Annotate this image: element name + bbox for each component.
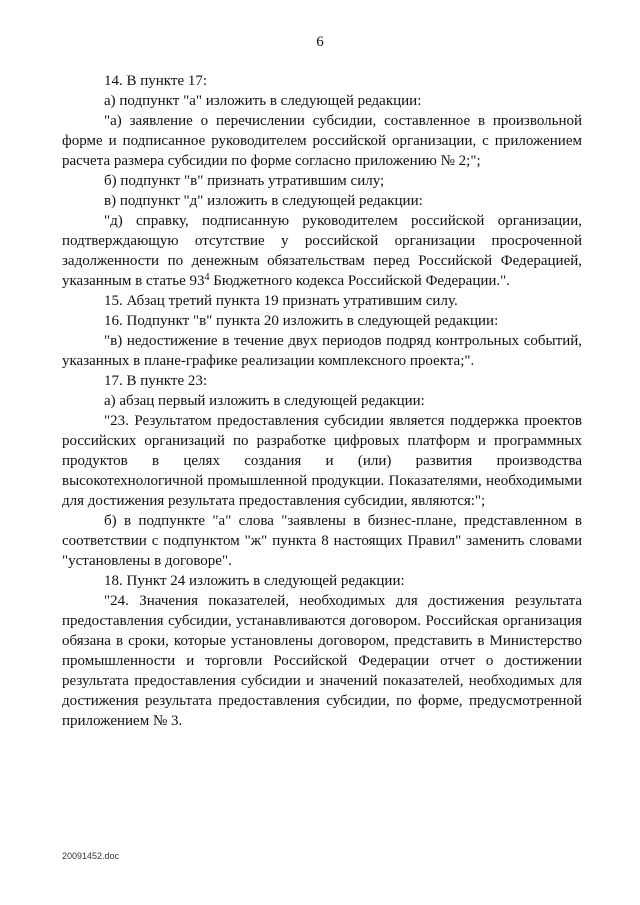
paragraph-14a: а) подпункт "а" изложить в следующей редакции: [104,93,422,109]
paragraph-17b: б) в подпункте "а" слова "заявлены в бизнес-плане, представленном в соответствии с подпунктом "ж" пункта 8 настоящих Правил" заменить словами "установлены в договоре". [62,513,582,569]
paragraph-15: 15. Абзац третий пункта 19 признать утратившим силу. [104,293,458,309]
quote-d-text: "д) справку, подписанную руководителем российской организации, подтверждающую отсутствие у российской организации просроченной задолженности по денежным обязательствам перед Российской Федерацией, указанным в статье 93 [62,213,582,289]
paragraph-quote-24: "24. Значения показателей, необходимых для достижения результата предоставления субсидии, устанавливаются договором. Российская организация обязана в сроки, которые установлены договором, представить в Министерство промышленности и торговли Российской Федерации отчет о достижении результата предоставления субсидии и значений показателей, необходимых для достижения результата предоставления субсидии, по форме, предусмотренной приложением № 3. [62,593,582,729]
paragraph-quote-a: "а) заявление о перечислении субсидии, составленное в произвольной форме и подписанное руководителем российской организации, с приложением расчета размера субсидии по форме согласно приложению № 2;"; [62,113,582,169]
paragraph-14v: в) подпункт "д" изложить в следующей редакции: [104,193,423,209]
paragraph-14b: б) подпункт "в" признать утратившим силу; [104,173,385,189]
page-number: 6 [316,34,324,50]
paragraph-18: 18. Пункт 24 изложить в следующей редакции: [104,573,405,589]
footer-filename: 20091452.doc [62,851,120,861]
paragraph-14: 14. В пункте 17: [104,73,208,89]
paragraph-quote-v: "в) недостижение в течение двух периодов подряд контрольных событий, указанных в плане-графике реализации комплексного проекта;". [62,333,582,369]
paragraph-quote-23: "23. Результатом предоставления субсидии является поддержка проектов российских организаций по разработке цифровых платформ и программных продуктов в целях создания и (или) развития производства высокотехнологичной промышленной продукции. Показателями, необходимыми для достижения результата предоставления субсидии, являются:"; [62,413,582,509]
paragraph-quote-d [62,211,582,291]
article-superscript: 4 [204,272,210,283]
paragraph-17a: а) абзац первый изложить в следующей редакции: [104,393,425,409]
quote-d-tail: Бюджетного кодекса Российской Федерации.". [209,273,511,289]
paragraph-17: 17. В пункте 23: [104,373,208,389]
paragraph-16: 16. Подпункт "в" пункта 20 изложить в следующей редакции: [104,313,499,329]
document-body [62,71,582,731]
